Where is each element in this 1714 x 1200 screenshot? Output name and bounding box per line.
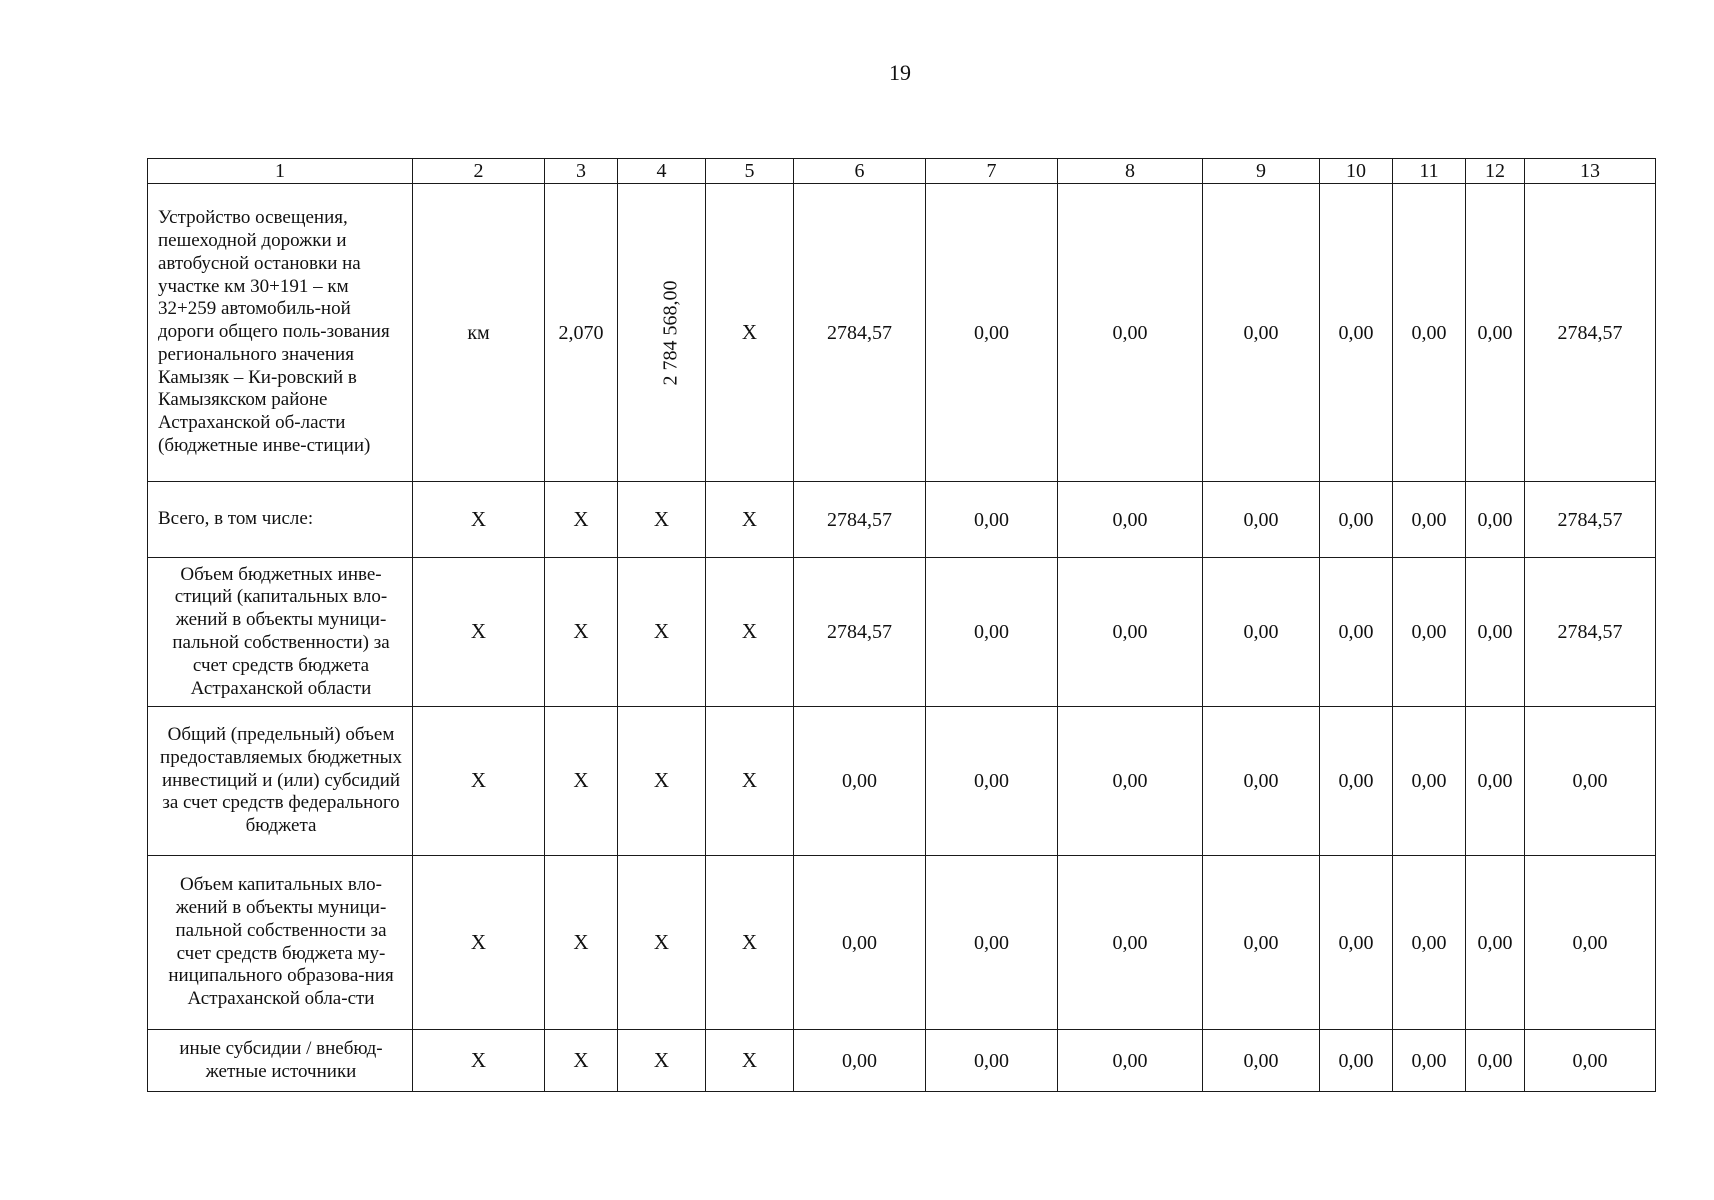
estimated-cost-cell: Х — [618, 707, 706, 856]
value-cell: 0,00 — [1058, 184, 1203, 482]
value-cell: 0,00 — [1058, 558, 1203, 707]
unit-cell: км — [413, 184, 545, 482]
page-number: 19 — [889, 60, 911, 85]
value-cell: Х — [706, 1030, 794, 1092]
estimated-cost-cell: Х — [618, 482, 706, 558]
value-cell: Х — [706, 558, 794, 707]
column-number: 13 — [1525, 159, 1656, 184]
column-number: 1 — [148, 159, 413, 184]
row-description: Объем капитальных вло-жений в объекты муници-пальной собственности за счет средств бюджета му-ниципального образова-ния Астраханской обла-сти — [148, 856, 413, 1030]
unit-cell: Х — [413, 707, 545, 856]
capacity-cell: Х — [545, 707, 618, 856]
value-cell: 0,00 — [1320, 707, 1393, 856]
column-number: 6 — [794, 159, 926, 184]
value-cell: 0,00 — [1320, 184, 1393, 482]
table-row — [148, 1030, 1656, 1092]
value-cell: 0,00 — [794, 707, 926, 856]
value-cell: 2784,57 — [1525, 558, 1656, 707]
value-cell: 0,00 — [1525, 1030, 1656, 1092]
value-cell: 0,00 — [1203, 482, 1320, 558]
capacity-cell: Х — [545, 1030, 618, 1092]
column-number-row — [148, 159, 1656, 184]
value-cell: 0,00 — [926, 707, 1058, 856]
estimated-cost-cell: Х — [618, 1030, 706, 1092]
column-number: 12 — [1466, 159, 1525, 184]
row-description: иные субсидии / внебюд-жетные источники — [148, 1030, 413, 1092]
column-number: 8 — [1058, 159, 1203, 184]
capacity-cell: Х — [545, 482, 618, 558]
column-number: 9 — [1203, 159, 1320, 184]
value-cell: Х — [706, 482, 794, 558]
value-cell: 0,00 — [1466, 707, 1525, 856]
column-number: 4 — [618, 159, 706, 184]
row-description: Объем бюджетных инве-стиций (капитальных вло-жений в объекты муници-пальной собственности) за счет средств бюджета Астраханской области — [148, 558, 413, 707]
table-row — [148, 482, 1656, 558]
table-row — [148, 184, 1656, 482]
value-cell: 0,00 — [1466, 482, 1525, 558]
value-cell: 0,00 — [1203, 856, 1320, 1030]
column-number: 3 — [545, 159, 618, 184]
value-cell: Х — [706, 184, 794, 482]
value-cell: 0,00 — [1203, 1030, 1320, 1092]
estimated-cost-cell: Х — [618, 558, 706, 707]
value-cell: 0,00 — [1320, 1030, 1393, 1092]
row-description: Всего, в том числе: — [148, 482, 413, 558]
value-cell: Х — [706, 707, 794, 856]
value-cell: 0,00 — [1058, 856, 1203, 1030]
unit-cell: Х — [413, 856, 545, 1030]
value-cell: 0,00 — [1525, 856, 1656, 1030]
value-cell: 0,00 — [1058, 707, 1203, 856]
capacity-cell: Х — [545, 856, 618, 1030]
value-cell: 0,00 — [1393, 707, 1466, 856]
value-cell: 0,00 — [1466, 856, 1525, 1030]
estimated-cost-cell — [618, 184, 706, 482]
capacity-cell: Х — [545, 558, 618, 707]
table-row — [148, 707, 1656, 856]
table-row — [148, 856, 1656, 1030]
value-cell: 0,00 — [794, 856, 926, 1030]
value-cell: 2784,57 — [794, 184, 926, 482]
column-number: 10 — [1320, 159, 1393, 184]
value-cell: 0,00 — [1320, 482, 1393, 558]
capacity-cell: 2,070 — [545, 184, 618, 482]
value-cell: 0,00 — [1393, 558, 1466, 707]
value-cell: 0,00 — [926, 558, 1058, 707]
column-number: 5 — [706, 159, 794, 184]
column-number: 7 — [926, 159, 1058, 184]
value-cell: 0,00 — [1466, 558, 1525, 707]
value-cell: 0,00 — [926, 1030, 1058, 1092]
value-cell: 0,00 — [1466, 184, 1525, 482]
estimated-cost-value: 2 784 568,00 — [659, 280, 682, 385]
unit-cell: Х — [413, 1030, 545, 1092]
value-cell: 0,00 — [926, 856, 1058, 1030]
value-cell: 0,00 — [926, 184, 1058, 482]
unit-cell: Х — [413, 482, 545, 558]
unit-cell: Х — [413, 558, 545, 707]
value-cell: 0,00 — [1058, 482, 1203, 558]
estimated-cost-cell: Х — [618, 856, 706, 1030]
value-cell: 0,00 — [1203, 184, 1320, 482]
table-row — [148, 558, 1656, 707]
value-cell: 0,00 — [1058, 1030, 1203, 1092]
value-cell: 0,00 — [1393, 184, 1466, 482]
row-description: Общий (предельный) объем предоставляемых бюджетных инвестиций и (или) субсидий за счет средств федерального бюджета — [148, 707, 413, 856]
investment-table — [147, 158, 1656, 1092]
value-cell: 0,00 — [1393, 1030, 1466, 1092]
value-cell: 0,00 — [1393, 482, 1466, 558]
value-cell: Х — [706, 856, 794, 1030]
value-cell: 0,00 — [1393, 856, 1466, 1030]
value-cell: 0,00 — [1203, 558, 1320, 707]
column-number: 2 — [413, 159, 545, 184]
value-cell: 0,00 — [794, 1030, 926, 1092]
row-description: Устройство освещения, пешеходной дорожки и автобусной остановки на участке км 30+191 – км 32+259 автомобиль-ной дороги общего поль-зования регионального значения Камызяк – Ки-ровский в Камызякском районе Астраханской об-ласти (бюджетные инве-стиции) — [148, 184, 413, 482]
value-cell: 0,00 — [1466, 1030, 1525, 1092]
value-cell: 2784,57 — [794, 558, 926, 707]
value-cell: 0,00 — [1320, 856, 1393, 1030]
value-cell: 0,00 — [1203, 707, 1320, 856]
column-number: 11 — [1393, 159, 1466, 184]
value-cell: 2784,57 — [794, 482, 926, 558]
value-cell: 2784,57 — [1525, 184, 1656, 482]
value-cell: 0,00 — [1320, 558, 1393, 707]
value-cell: 2784,57 — [1525, 482, 1656, 558]
value-cell: 0,00 — [926, 482, 1058, 558]
value-cell: 0,00 — [1525, 707, 1656, 856]
